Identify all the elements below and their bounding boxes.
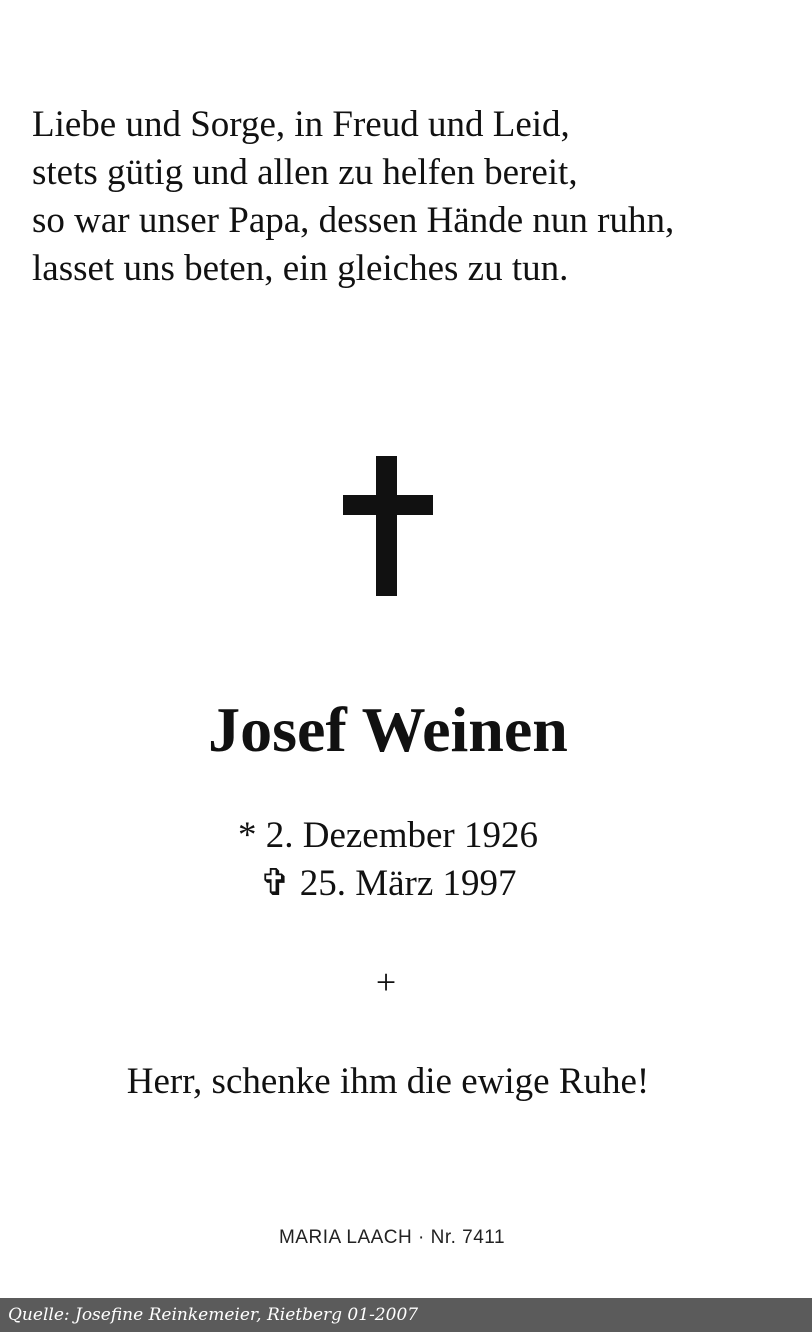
poem-line-1: Liebe und Sorge, in Freud und Leid, xyxy=(32,104,570,145)
source-banner xyxy=(0,1298,812,1332)
closing-prayer: Herr, schenke ihm die ewige Ruhe! xyxy=(126,1061,650,1102)
poem-line-4: lasset uns beten, ein gleiches zu tun. xyxy=(32,248,569,289)
publisher-imprint: MARIA LAACH · Nr. 7411 xyxy=(278,1227,506,1248)
poem-line-2: stets gütig und allen zu helfen bereit, xyxy=(32,152,578,193)
life-dates xyxy=(0,812,776,908)
memorial-poem xyxy=(32,101,674,293)
latin-cross-icon xyxy=(343,456,433,596)
source-credit: Quelle: Josefine Reinkemeier, Rietberg 01-2007 xyxy=(8,1305,419,1325)
birth-date: * 2. Dezember 1926 xyxy=(237,815,538,856)
plus-separator: + xyxy=(375,962,397,1002)
death-date: ✞ 25. März 1997 xyxy=(259,863,517,904)
cross-horizontal-bar xyxy=(343,495,433,515)
cross-vertical-bar xyxy=(376,456,397,596)
poem-line-3: so war unser Papa, dessen Hände nun ruhn, xyxy=(32,200,675,241)
deceased-name: Josef Weinen xyxy=(208,694,568,765)
